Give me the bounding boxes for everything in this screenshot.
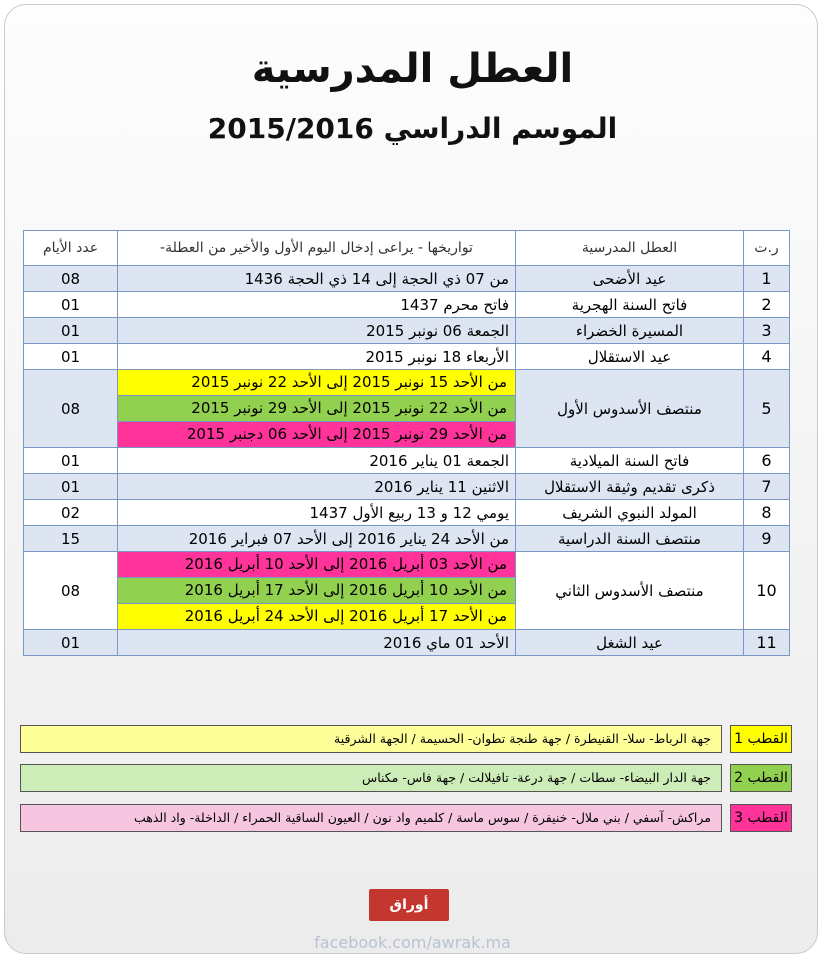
legend-regions: جهة الدار البيضاء- سطات / جهة درعة- تافيلالت / جهة فاس- مكناس (20, 764, 722, 792)
table-row (24, 474, 790, 500)
row-date: من الأحد 24 يناير 2016 إلى الأحد 07 فبراير 2016 (118, 526, 516, 552)
row-num: 8 (744, 500, 790, 526)
page-subtitle: الموسم الدراسي 2015/2016 (207, 112, 618, 145)
awrak-logo: أوراق (369, 889, 449, 921)
row-num: 2 (744, 292, 790, 318)
legend-pole-2 (20, 764, 792, 792)
date-range-pole-3: من الأحد 29 نونبر 2015 إلى الأحد 06 دجنبر 2015 (118, 421, 515, 447)
row-date: فاتح محرم 1437 (118, 292, 516, 318)
row-num: 4 (744, 344, 790, 370)
legend-regions: مراكش- آسفي / بني ملال- خنيفرة / سوس ماسة / كلميم واد نون / العيون الساقية الحمراء / الداخلة- واد الذهب (20, 804, 722, 832)
row-days: 08 (24, 370, 118, 448)
footer-link[interactable]: facebook.com/awrak.ma (314, 933, 511, 952)
legend-pole-3 (20, 804, 792, 832)
holidays-table (23, 230, 790, 656)
header-holiday: العطل المدرسية (516, 231, 744, 266)
legend-regions: جهة الرباط- سلا- القنيطرة / جهة طنجة تطوان- الحسيمة / الجهة الشرقية (20, 725, 722, 753)
row-holiday: منتصف الأسدوس الأول (516, 370, 744, 448)
row-num: 10 (744, 552, 790, 630)
row-days: 01 (24, 292, 118, 318)
table-row (24, 318, 790, 344)
table-row (24, 630, 790, 656)
row-days: 01 (24, 448, 118, 474)
header-num: ر.ت (744, 231, 790, 266)
date-range-pole-3: من الأحد 03 أبريل 2016 إلى الأحد 10 أبريل 2016 (118, 552, 515, 577)
row-holiday: منتصف الأسدوس الثاني (516, 552, 744, 630)
row-holiday: المولد النبوي الشريف (516, 500, 744, 526)
row-days: 01 (24, 344, 118, 370)
header-dates: تواريخها - يراعى إدخال اليوم الأول والأخير من العطلة- (118, 231, 516, 266)
row-num: 6 (744, 448, 790, 474)
row-date: الأربعاء 18 نونبر 2015 (118, 344, 516, 370)
row-holiday: عيد الأضحى (516, 266, 744, 292)
row-holiday: منتصف السنة الدراسية (516, 526, 744, 552)
page-title: العطل المدرسية (251, 46, 574, 92)
row-date-group (118, 552, 516, 630)
row-num: 9 (744, 526, 790, 552)
row-days: 08 (24, 552, 118, 630)
row-num: 5 (744, 370, 790, 448)
row-holiday: عيد الشغل (516, 630, 744, 656)
row-date: الجمعة 01 يناير 2016 (118, 448, 516, 474)
row-days: 01 (24, 630, 118, 656)
row-date: الجمعة 06 نونبر 2015 (118, 318, 516, 344)
legend-label: القطب 2 (730, 764, 792, 792)
row-days: 15 (24, 526, 118, 552)
row-date: الاثنين 11 يناير 2016 (118, 474, 516, 500)
table-row (24, 266, 790, 292)
date-range-pole-1: من الأحد 17 أبريل 2016 إلى الأحد 24 أبريل 2016 (118, 603, 515, 629)
table-header-row (24, 231, 790, 266)
row-days: 08 (24, 266, 118, 292)
table-row (24, 292, 790, 318)
row-days: 01 (24, 474, 118, 500)
date-range-pole-1: من الأحد 15 نونبر 2015 إلى الأحد 22 نونبر 2015 (118, 370, 515, 395)
row-num: 3 (744, 318, 790, 344)
header-days: عدد الأيام (24, 231, 118, 266)
row-date-group (118, 370, 516, 448)
row-holiday: ذكرى تقديم وثيقة الاستقلال (516, 474, 744, 500)
row-num: 1 (744, 266, 790, 292)
date-range-pole-2: من الأحد 10 أبريل 2016 إلى الأحد 17 أبريل 2016 (118, 577, 515, 603)
table-row (24, 344, 790, 370)
row-date: الأحد 01 ماي 2016 (118, 630, 516, 656)
table-row (24, 500, 790, 526)
row-holiday: المسيرة الخضراء (516, 318, 744, 344)
row-days: 01 (24, 318, 118, 344)
row-date: من 07 ذي الحجة إلى 14 ذي الحجة 1436 (118, 266, 516, 292)
legend-pole-1 (20, 725, 792, 753)
row-holiday: فاتح السنة الميلادية (516, 448, 744, 474)
table-row (24, 526, 790, 552)
row-date: يومي 12 و 13 ربيع الأول 1437 (118, 500, 516, 526)
row-holiday: فاتح السنة الهجرية (516, 292, 744, 318)
row-days: 02 (24, 500, 118, 526)
table-row (24, 552, 790, 630)
row-num: 11 (744, 630, 790, 656)
row-num: 7 (744, 474, 790, 500)
legend-label: القطب 1 (730, 725, 792, 753)
legend-label: القطب 3 (730, 804, 792, 832)
table-row (24, 370, 790, 448)
row-holiday: عيد الاستقلال (516, 344, 744, 370)
date-range-pole-2: من الأحد 22 نونبر 2015 إلى الأحد 29 نونبر 2015 (118, 395, 515, 421)
table-row (24, 448, 790, 474)
